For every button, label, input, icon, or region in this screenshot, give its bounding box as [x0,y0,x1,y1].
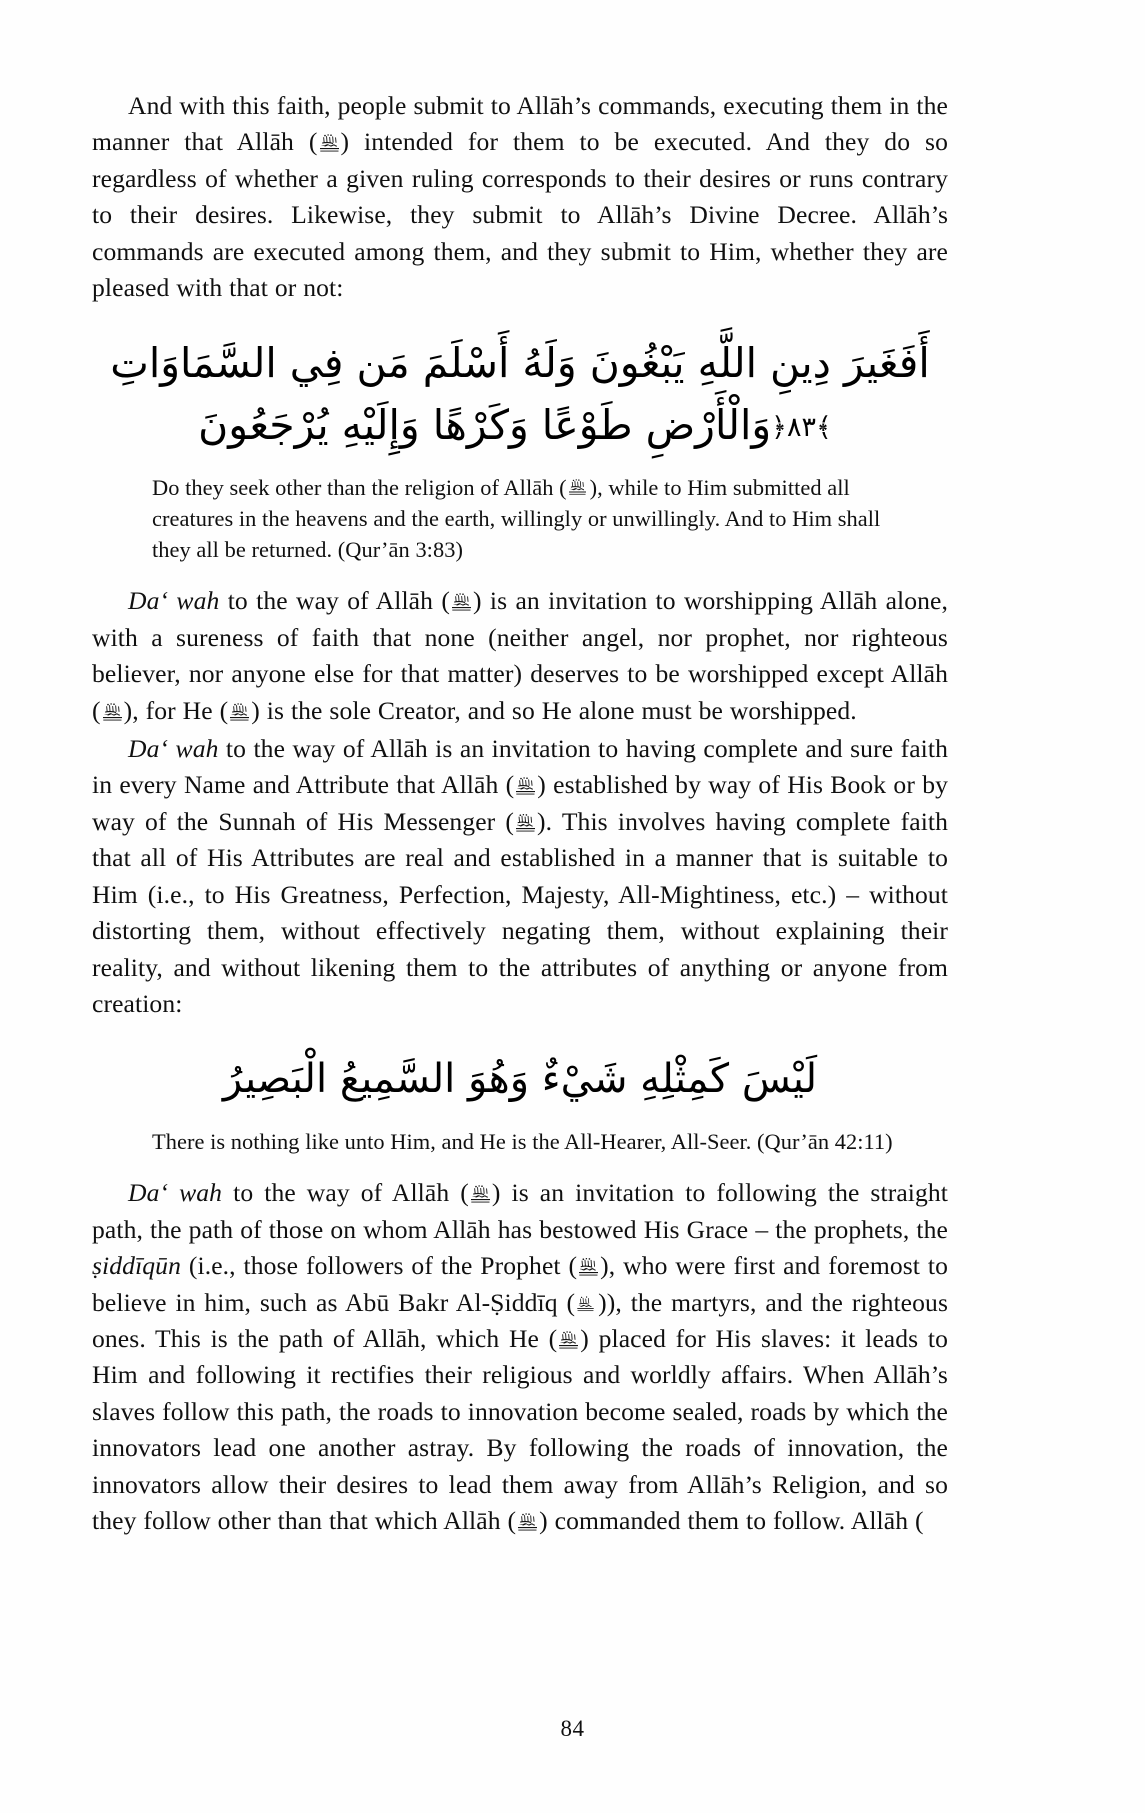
verse-line-2-text: وَالْأَرْضِ طَوْعًا وَكَرْهًا وَإِلَيْهِ يُرْجَعُونَ [198,401,772,450]
verse-line-1: أَفَغَيرَ دِينِ اللَّهِ يَبْغُونَ وَلَهُ أَسْلَمَ مَن فِي السَّمَاوَاتِ [110,339,930,388]
paragraph-2-part-4: ) is the sole Creator, and so He alone must be worshipped. [251,695,857,725]
paragraph-4-part-6: ) placed for His slaves: it leads to Him and following it rectifies their religious and worldly affairs. When Allāh’s slaves follow this path, the roads to innovation become sealed, roads by which the innovators lead one another astray. By following the roads of innovation, the innovators allow their desires to lead them away from Allāh’s Religion, and so they follow other than that which Allāh ( [92,1323,948,1535]
dawah-italic-lead: Daʻ wah [128,586,220,616]
paragraph-2-part-2: ) is an invitation to worshipping Allāh alone, with a sureness of faith that none (neither angel, nor prophet, nor righteous believer, nor anyone else for that matter) deserves to be worshipped except Allāh ( [92,586,949,725]
honorific-jalla-jalaaluhu-icon [450,593,473,612]
honorific-sallallahu-alayhi-wasallam-icon [577,1258,600,1277]
paragraph-4-part-4: ), who were first and foremost to believe in him, such as Abū Bakr Al-Ṣiddīq ( [92,1251,948,1317]
quran-verse-3-83 [92,332,948,456]
verse-line-2 [92,394,948,456]
honorific-jalla-jalaaluhu-icon [516,1513,539,1532]
ayah-end-ornament-icon: ﴾۸۳﴿ [771,412,832,444]
honorific-jalla-jalaaluhu-icon [557,1331,580,1350]
honorific-sallallahu-alayhi-wasallam-icon [514,814,537,833]
honorific-jalla-jalaaluhu-icon [101,703,124,722]
verse-translation-42-11: There is nothing like unto Him, and He is the All-Hearer, All-Seer. (Qur’ān 42:11) [152,1129,893,1155]
honorific-jalla-jalaaluhu-icon [514,777,537,796]
paragraph-1-part-1: And with this faith, people submit to Allāh’s commands, executing them in the manner that Allāh ( [92,91,948,157]
dawah-italic-lead: Daʻ wah [128,734,219,764]
paragraph-1-part-2: ) intended for them to be executed. And they do so regardless of whether a given ruling corresponds to their desires or runs contrary to their desires. Likewise, they submit to Allāh’s Divine Decree. Allāh’s commands are executed among them, and they submit to Him, whether they are pleased with that or not: [92,127,948,303]
paragraph-body-4 [92,1175,948,1539]
verse-line-1: لَيْسَ كَمِثْلِهِ شَيْءٌ وَهُوَ السَّمِيعُ الْبَصِيرُ [222,1056,818,1103]
ayah-number: ۸۳ [786,412,816,444]
page-number: 84 [560,1716,585,1741]
paragraph-body-3 [92,731,948,1022]
paragraph-4-part-1: to the way of Allāh ( [222,1178,469,1208]
paragraph-body-2 [92,583,948,729]
paragraph-3-part-3: ). This involves having complete faith that all of His Attributes are real and established in a manner that is suitable to Him (i.e., to His Greatness, Perfection, Majesty, All-Mightiness, etc.) – without distorting them, without effectively negating them, without explaining their reality, and without likening them to the attributes of anything or anyone from creation: [92,806,949,1018]
honorific-jalla-jalaaluhu-icon [469,1185,492,1204]
paragraph-3-part-1: to the way of Allāh is an invitation to having complete and sure faith in every Name and Attribute that Allāh ( [92,734,948,800]
page-content [92,88,948,1539]
translation-1-part-2: ), while to Him submitted all creatures in the heavens and the earth, willingly or unwillingly. And to Him shall they all be returned. (Qur’ān 3:83) [152,475,881,563]
paragraph-4-part-5: )), the martyrs, and the righteous ones. This is the path of Allāh, which He ( [92,1287,949,1353]
translation-1-part-1: Do they seek other than the religion of Allāh ( [152,475,567,501]
dawah-italic-lead: Daʻ wah [128,1178,223,1208]
paragraph-4-part-2: ) is an invitation to following the straight path, the path of those on whom Allāh has bestowed His Grace – the prophets, the [92,1178,949,1244]
paragraph-3-part-2: ) established by way of His Book or by way of the Sunnah of His Messenger ( [92,770,948,836]
honorific-jalla-jalaaluhu-icon [318,134,341,153]
paragraph-4-part-7: ) commanded them to follow. Allāh ( [539,1505,924,1535]
paragraph-body-1 [92,88,948,306]
honorific-jalla-jalaaluhu-icon [228,703,251,722]
quran-verse-42-11 [92,1048,948,1110]
paragraph-2-part-3: ), for He ( [123,695,229,725]
paragraph-4-part-3: (i.e., those followers of the Prophet ( [180,1251,578,1281]
siddiqun-italic-term: ṣiddīqūn [92,1251,181,1281]
verse-translation-3-83 [92,472,948,565]
paragraph-2-part-1: to the way of Allāh ( [219,586,450,616]
honorific-radiyallahu-anhu-icon [575,1295,598,1314]
honorific-jalla-jalaaluhu-icon [567,479,590,498]
